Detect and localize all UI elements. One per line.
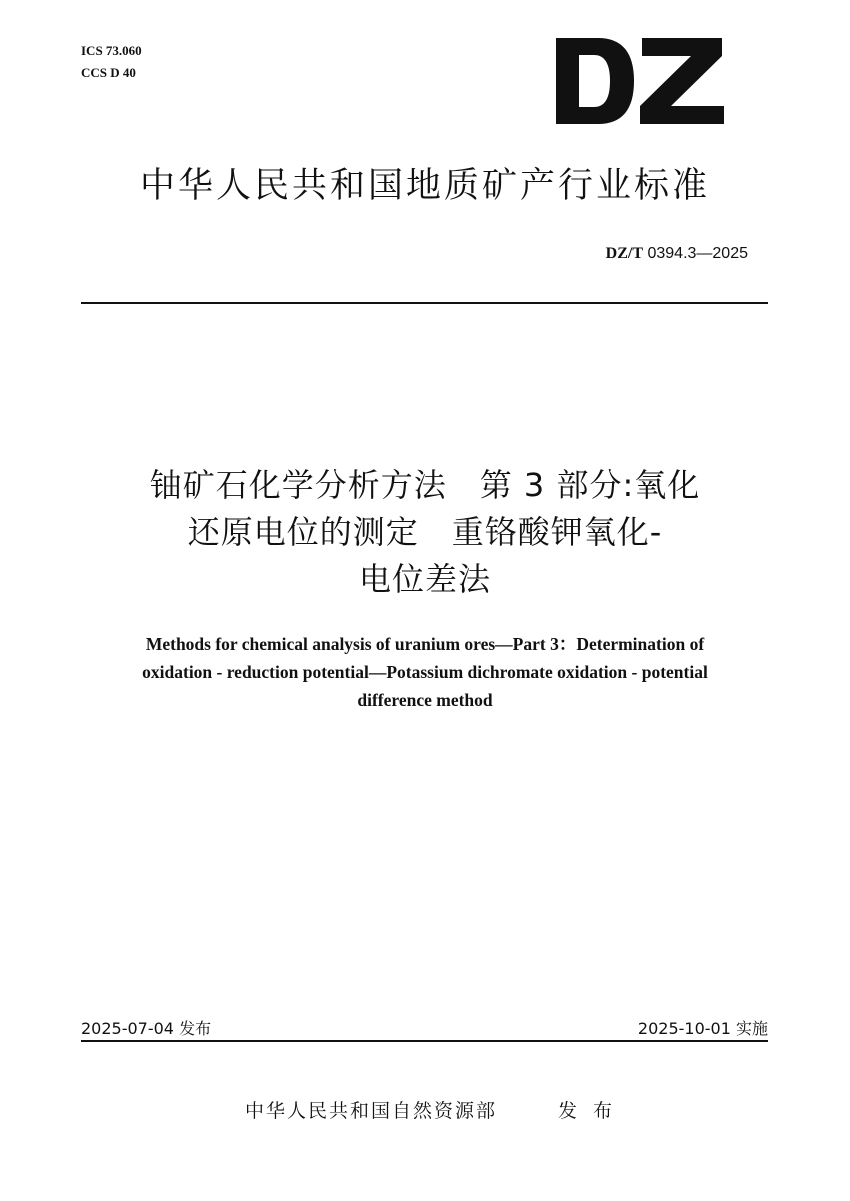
standard-number-prefix: DZ/T	[605, 245, 644, 262]
implementation-date: 2025-10-01 实施	[637, 1019, 768, 1038]
chinese-title-line-2: 还原电位的测定 重铬酸钾氧化-	[187, 513, 663, 551]
ccs-code: CCS D 40	[81, 65, 136, 80]
issue-label: 发 布	[558, 1100, 613, 1122]
dz-logo	[556, 38, 724, 124]
issue-date: 2025-07-04 发布	[81, 1019, 212, 1038]
issuing-authority: 中华人民共和国自然资源部	[245, 1100, 498, 1122]
english-title-line-1: Methods for chemical analysis of uranium ores—Part 3：Determination of	[145, 634, 705, 654]
classification-codes	[81, 40, 142, 84]
chinese-title-line-1: 铀矿石化学分析方法 第 3 部分:氧化	[149, 466, 701, 504]
chinese-title	[60, 462, 790, 603]
top-divider	[81, 302, 768, 304]
english-title	[60, 630, 790, 714]
standard-category-title: 中华人民共和国地质矿产行业标准	[139, 166, 710, 206]
ics-code: ICS 73.060	[81, 43, 142, 58]
english-title-line-2: oxidation - reduction potential—Potassium dichromate oxidation - potential	[142, 662, 708, 682]
bottom-divider	[81, 1040, 768, 1042]
chinese-title-line-3: 电位差法	[358, 560, 491, 598]
english-title-line-3: difference method	[357, 690, 493, 710]
standard-number-value: 0394.3—2025	[647, 245, 748, 262]
standard-number	[606, 245, 748, 263]
